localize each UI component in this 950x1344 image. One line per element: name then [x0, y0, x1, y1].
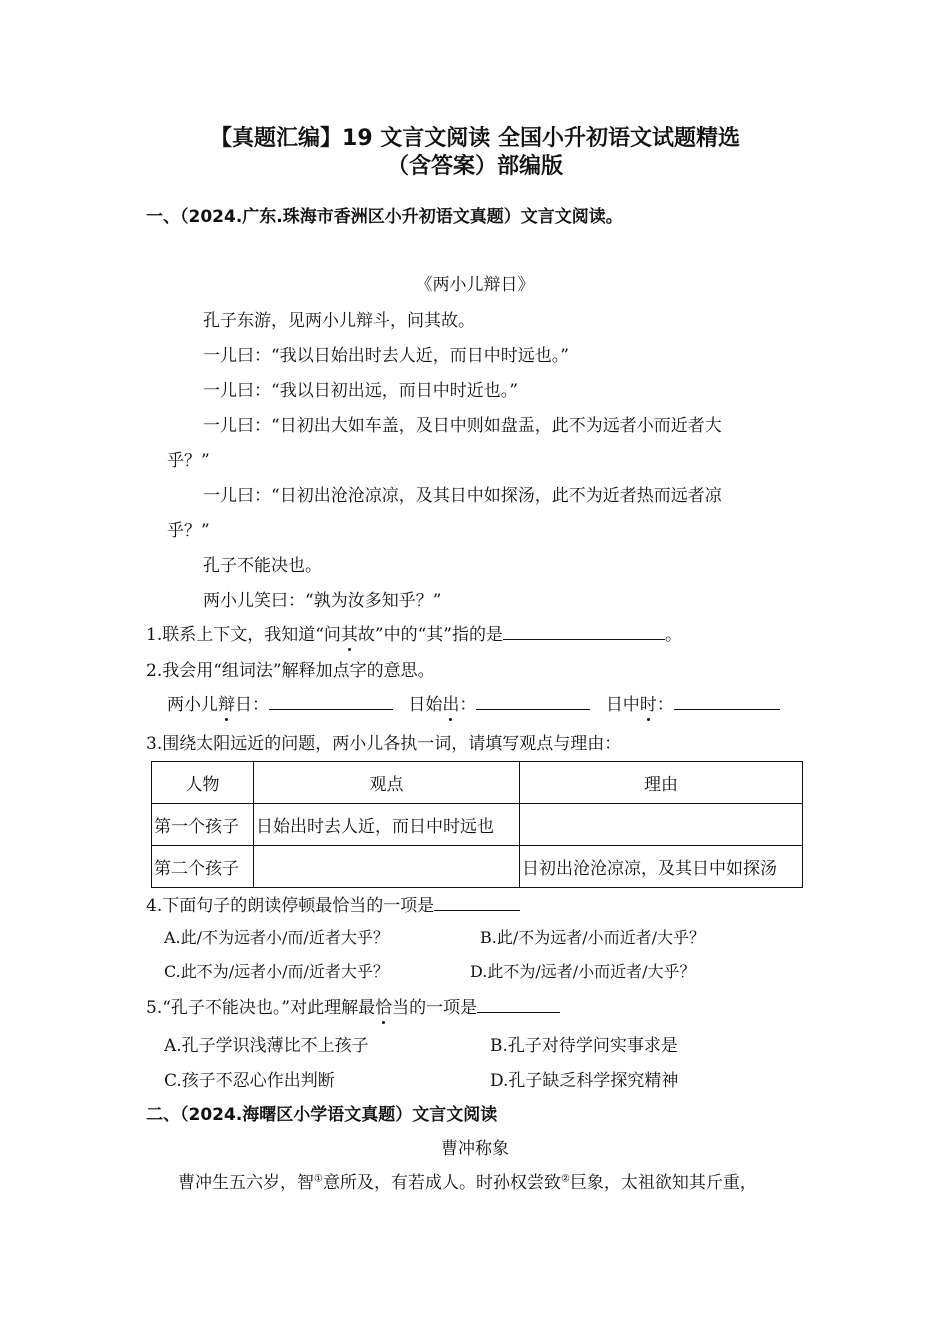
passage1-line: 一儿曰：“日初出大如车盖，及日中则如盘盂，此不为远者小而近者大 [203, 416, 722, 436]
q1-text-b: 故”中的“其”指的是 [357, 625, 503, 645]
q5-option-c[interactable]: C.孩子不忍心作出判断 [164, 1071, 335, 1091]
q1-answer-blank[interactable] [503, 623, 665, 640]
table-cell: 第一个孩子 [152, 804, 254, 846]
q5-text-a: 5.“孔子不能决也。”对此理解 [146, 998, 359, 1018]
q2-item-2-blank[interactable] [476, 693, 590, 710]
q2-item-2-pre: 日始 [408, 695, 443, 715]
table-header-cell: 观点 [254, 762, 520, 804]
q1-dotted-char: 其 [341, 620, 358, 645]
q2-item-2-post: ： [459, 695, 477, 715]
passage1-line: 一儿曰：“日初出沧沧凉凉，及其日中如探汤，此不为近者热而远者凉 [203, 486, 722, 506]
q1-text-a: 1.联系上下文，我知道“问 [146, 625, 341, 645]
passage2-text-b: 意所及，有若成人。时孙权尝致 [322, 1173, 561, 1193]
q2-item-3-blank[interactable] [674, 693, 780, 710]
q5-dotted-text: 最恰当 [358, 993, 409, 1018]
q2-item-2-dotted-char: 出 [442, 690, 459, 715]
passage2-line [178, 1168, 757, 1193]
table-header-cell: 人物 [152, 762, 254, 804]
footnote-marker: ② [560, 1173, 570, 1185]
footnote-marker: ① [314, 1173, 323, 1185]
q5-text-b: 的一项是 [409, 998, 478, 1018]
q2-item-3-pre: 日中 [605, 695, 640, 715]
passage2-text-a: 曹冲生五六岁，智 [178, 1173, 314, 1193]
passage1-line: 两小儿笑曰：“孰为汝多知乎？” [203, 591, 442, 611]
passage2-text-c: 巨象，太祖欲知其斤重， [569, 1173, 757, 1193]
passage1-line: 一儿曰：“我以日始出时去人近，而日中时远也。” [203, 346, 569, 366]
q1-end: 。 [665, 625, 682, 645]
table-cell: 第二个孩子 [152, 846, 254, 888]
passage2-title: 曹冲称象 [441, 1139, 509, 1159]
q4-stem: 4.下面句子的朗读停顿最恰当的一项是 [146, 896, 435, 916]
question-2-stem: 2.我会用“组词法”解释加点字的意思。 [146, 661, 435, 681]
table-header-row [152, 762, 803, 804]
passage1-line: 乎？” [167, 521, 210, 541]
section1-heading: 一、（2024.广东.珠海市香洲区小升初语文真题）文言文阅读。 [146, 207, 623, 227]
q4-option-d[interactable]: D.此不为/远者/小而近者/大乎？ [470, 962, 696, 981]
q4-answer-blank[interactable] [434, 894, 520, 911]
table-row [152, 846, 803, 888]
q5-option-b[interactable]: B.孔子对待学问实事求是 [490, 1036, 678, 1056]
passage1-title: 《两小儿辩日》 [415, 275, 535, 295]
table-cell-answer[interactable] [254, 846, 520, 888]
document-title-line1: 【真题汇编】19 文言文阅读 全国小升初语文试题精选 [210, 126, 740, 151]
question-2-items [167, 690, 780, 715]
table-cell: 日始出时去人近，而日中时远也 [254, 804, 520, 846]
q4-option-a[interactable]: A.此/不为远者小/而/近者大乎？ [164, 928, 389, 947]
passage1-line: 乎？” [167, 451, 210, 471]
question-1 [146, 620, 682, 645]
q4-option-b[interactable]: B.此/不为远者/小而近者/大乎？ [480, 928, 706, 947]
q5-option-a[interactable]: A.孔子学识浅薄比不上孩子 [164, 1036, 369, 1056]
table-header-cell: 理由 [520, 762, 803, 804]
document-title-line2: （含答案）部编版 [386, 154, 563, 179]
table-cell: 日初出沧沧凉凉，及其日中如探汤 [520, 846, 803, 888]
viewpoint-table [151, 761, 803, 888]
section2-heading: 二、（2024.海曙区小学语文真题）文言文阅读 [146, 1105, 498, 1125]
q2-item-3-post: ： [656, 695, 674, 715]
question-3-stem: 3.围绕太阳远近的问题，两小儿各执一词，请填写观点与理由： [146, 734, 622, 754]
passage1-line: 孔子不能决也。 [203, 556, 322, 576]
table-row [152, 804, 803, 846]
q2-item-1-dotted-char: 辩 [218, 690, 235, 715]
table-cell-answer[interactable] [520, 804, 803, 846]
passage1-line: 孔子东游，见两小儿辩斗，问其故。 [203, 311, 475, 331]
q2-item-3-dotted-char: 时 [640, 690, 657, 715]
q2-item-1-blank[interactable] [269, 693, 393, 710]
q2-item-1-pre: 两小儿 [167, 695, 218, 715]
q5-answer-blank[interactable] [477, 996, 560, 1013]
question-5 [146, 993, 560, 1018]
q4-option-c[interactable]: C.此不为/远者小/而/近者大乎？ [164, 962, 389, 981]
passage1-line: 一儿曰：“我以日初出远，而日中时近也。” [203, 381, 518, 401]
q5-option-d[interactable]: D.孔子缺乏科学探究精神 [490, 1071, 679, 1091]
question-4 [146, 891, 520, 916]
q2-item-1-post: 日： [235, 695, 269, 715]
